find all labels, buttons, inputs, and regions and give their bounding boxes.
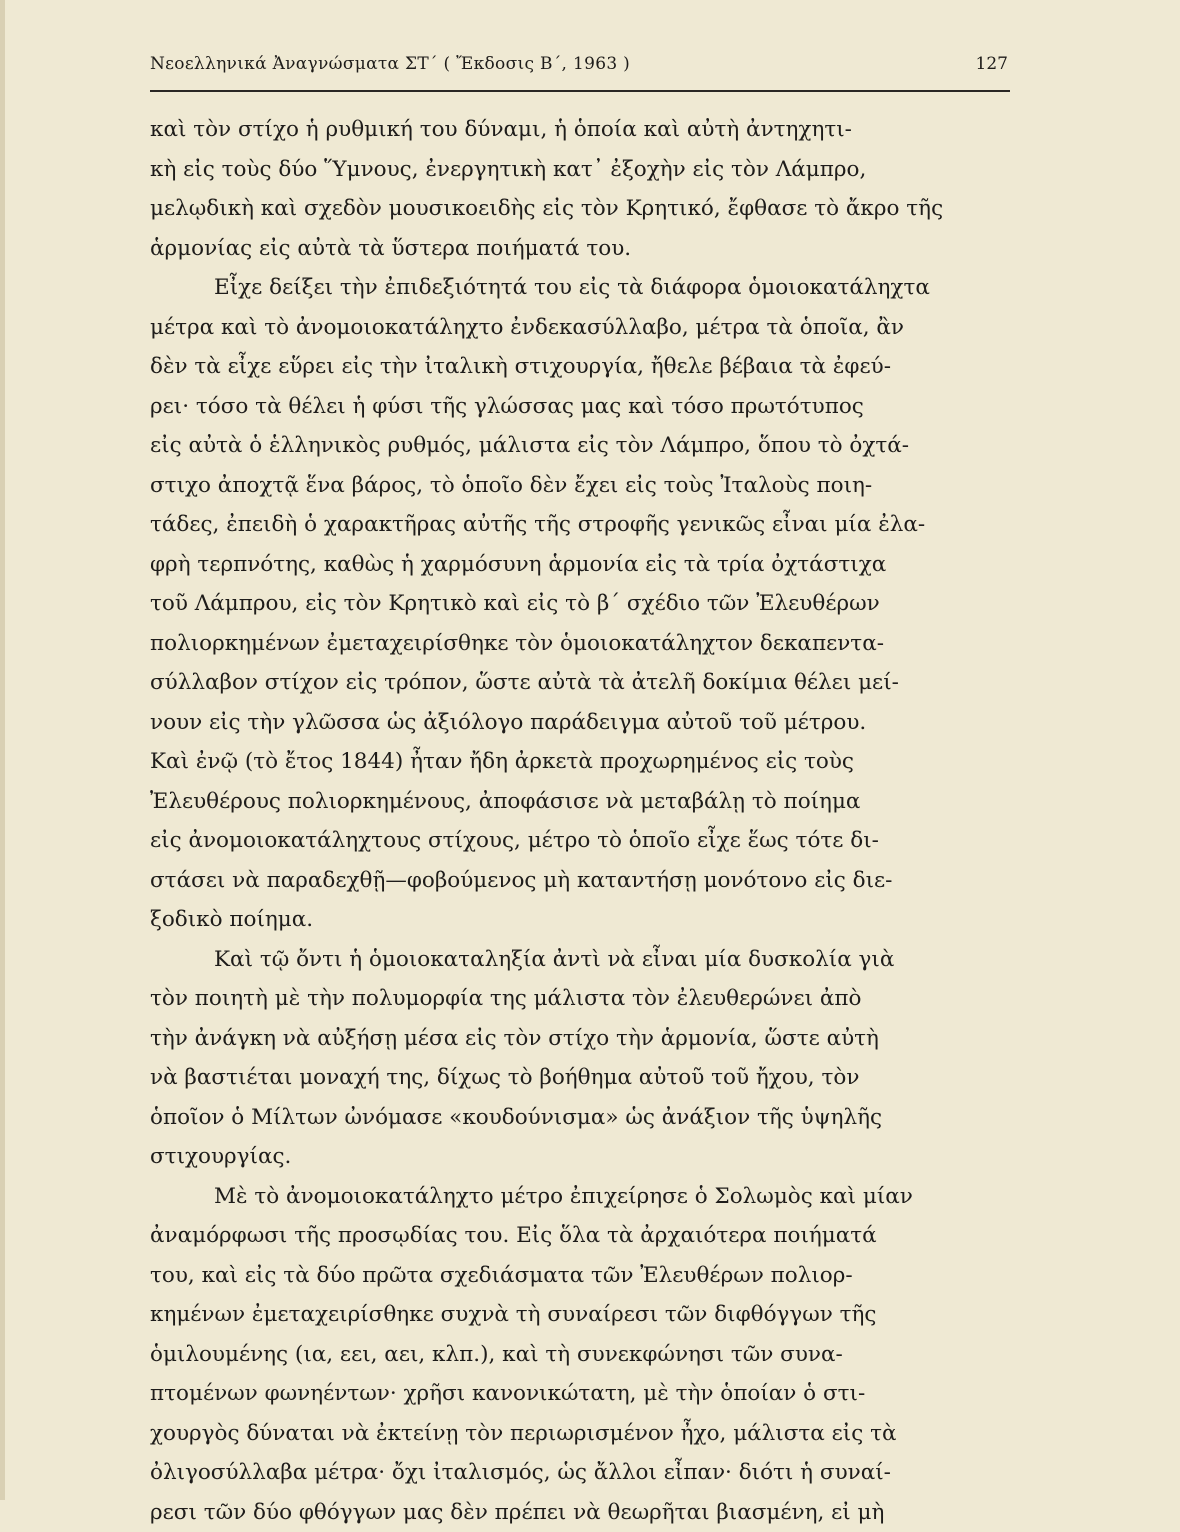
text-line: πτομένων φωνηέντων· χρῆσι κανονικώτατη, μὲ τὴν ὁποίαν ὁ στι- xyxy=(150,1374,1018,1414)
text-line: Ἐλευθέρους πολιορκημένους, ἀποφάσισε νὰ μεταβάλῃ τὸ ποίημα xyxy=(150,782,1018,822)
text-line: στιχουργίας. xyxy=(150,1137,1018,1177)
text-line: φρὴ τερπνότης, καθὼς ἡ χαρμόσυνη ἁρμονία εἰς τὰ τρία ὀχτάστιχα xyxy=(150,545,1018,585)
text-line: Καὶ ἐνῷ (τὸ ἔτος 1844) ἦταν ἤδη ἀρκετὰ προχωρημένος εἰς τοὺς xyxy=(150,742,1018,782)
text-line: πολιορκημένων ἐμεταχειρίσθηκε τὸν ὁμοιοκατάληχτον δεκαπεντα- xyxy=(150,624,1018,664)
text-line: εἰς ἀνομοιοκατάληχτους στίχους, μέτρο τὸ ὁποῖο εἶχε ἕως τότε δι- xyxy=(150,821,1018,861)
text-line: καὶ τὸν στίχο ἡ ρυθμική του δύναμι, ἡ ὁποία καὶ αὐτὴ ἀντηχητι- xyxy=(150,110,1018,150)
text-line: ξοδικὸ ποίημα. xyxy=(150,900,1018,940)
text-line: ὁποῖον ὁ Μίλτων ὠνόμασε «κουδούνισμα» ὡς ἀνάξιον τῆς ὑψηλῆς xyxy=(150,1098,1018,1138)
text-line: του, καὶ εἰς τὰ δύο πρῶτα σχεδιάσματα τῶν Ἐλευθέρων πολιορ- xyxy=(150,1256,1018,1296)
text-line: κημένων ἐμεταχειρίσθηκε συχνὰ τὴ συναίρεσι τῶν διφθόγγων τῆς xyxy=(150,1295,1018,1335)
text-line: ἀναμόρφωσι τῆς προσῳδίας του. Εἰς ὅλα τὰ ἀρχαιότερα ποιήματά xyxy=(150,1216,1018,1256)
running-title: Νεοελληνικά Ἀναγνώσματα ΣΤ΄ ( Ἔκδοσις Β΄, 1963 ) xyxy=(150,54,630,74)
text-line: μέτρα καὶ τὸ ἀνομοιοκατάληχτο ἐνδεκασύλλαβο, μέτρα τὰ ὁποῖα, ἂν xyxy=(150,308,1018,348)
text-line: ἁρμονίας εἰς αὐτὰ τὰ ὕστερα ποιήματά του. xyxy=(150,229,1018,269)
page-number: 127 xyxy=(976,54,1008,74)
text-line: στάσει νὰ παραδεχθῇ—φοβούμενος μὴ καταντήσῃ μονότονο εἰς διε- xyxy=(150,861,1018,901)
text-line: νουν εἰς τὴν γλῶσσα ὡς ἀξιόλογο παράδειγμα αὐτοῦ τοῦ μέτρου. xyxy=(150,703,1018,743)
text-line: τοῦ Λάμπρου, εἰς τὸν Κρητικὸ καὶ εἰς τὸ β΄ σχέδιο τῶν Ἐλευθέρων xyxy=(150,584,1018,624)
text-line: εἰς αὐτὰ ὁ ἑλληνικὸς ρυθμός, μάλιστα εἰς τὸν Λάμπρο, ὅπου τὸ ὀχτά- xyxy=(150,426,1018,466)
text-line: μελῳδικὴ καὶ σχεδὸν μουσικοειδὴς εἰς τὸν Κρητικό, ἔφθασε τὸ ἄκρο τῆς xyxy=(150,189,1018,229)
text-line: στιχο ἀποχτᾷ ἕνα βάρος, τὸ ὁποῖο δὲν ἔχει εἰς τοὺς Ἰταλοὺς ποιη- xyxy=(150,466,1018,506)
text-line: τὴν ἀνάγκη νὰ αὐξήσῃ μέσα εἰς τὸν στίχο τὴν ἁρμονία, ὥστε αὐτὴ xyxy=(150,1019,1018,1059)
page-header xyxy=(150,50,1010,92)
text-line: Εἶχε δείξει τὴν ἐπιδεξιότητά του εἰς τὰ διάφορα ὁμοιοκατάληχτα xyxy=(150,268,1018,308)
text-line: κὴ εἰς τοὺς δύο Ὕμνους, ἐνεργητικὴ κατ᾿ ἐξοχὴν εἰς τὸν Λάμπρο, xyxy=(150,150,1018,190)
text-line: δὲν τὰ εἶχε εὕρει εἰς τὴν ἰταλικὴ στιχουργία, ἤθελε βέβαια τὰ ἐφεύ- xyxy=(150,347,1018,387)
text-line: Καὶ τῷ ὄντι ἡ ὁμοιοκαταληξία ἀντὶ νὰ εἶναι μία δυσκολία γιὰ xyxy=(150,940,1018,980)
text-line: τάδες, ἐπειδὴ ὁ χαρακτῆρας αὐτῆς τῆς στροφῆς γενικῶς εἶναι μία ἐλα- xyxy=(150,505,1018,545)
body-text xyxy=(150,110,1018,1532)
text-line: ρει· τόσο τὰ θέλει ἡ φύσι τῆς γλώσσας μας καὶ τόσο πρωτότυπος xyxy=(150,387,1018,427)
text-line: χουργὸς δύναται νὰ ἐκτείνῃ τὸν περιωρισμένον ἦχο, μάλιστα εἰς τὰ xyxy=(150,1414,1018,1454)
page-left-edge xyxy=(0,0,5,1500)
text-line: Μὲ τὸ ἀνομοιοκατάληχτο μέτρο ἐπιχείρησε ὁ Σολωμὸς καὶ μίαν xyxy=(150,1177,1018,1217)
text-line: τὸν ποιητὴ μὲ τὴν πολυμορφία της μάλιστα τὸν ἐλευθερώνει ἀπὸ xyxy=(150,979,1018,1019)
text-line: ρεσι τῶν δύο φθόγγων μας δὲν πρέπει νὰ θεωρῆται βιασμένη, εἰ μὴ xyxy=(150,1493,1018,1532)
text-line: νὰ βαστιέται μοναχή της, δίχως τὸ βοήθημα αὐτοῦ τοῦ ἤχου, τὸν xyxy=(150,1058,1018,1098)
text-line: σύλλαβον στίχον εἰς τρόπον, ὥστε αὐτὰ τὰ ἀτελῆ δοκίμια θέλει μεί- xyxy=(150,663,1018,703)
text-line: ὀλιγοσύλλαβα μέτρα· ὄχι ἰταλισμός, ὡς ἄλλοι εἶπαν· διότι ἡ συναί- xyxy=(150,1453,1018,1493)
text-line: ὁμιλουμένης (ια, εει, αει, κλπ.), καὶ τὴ συνεκφώνησι τῶν συνα- xyxy=(150,1335,1018,1375)
